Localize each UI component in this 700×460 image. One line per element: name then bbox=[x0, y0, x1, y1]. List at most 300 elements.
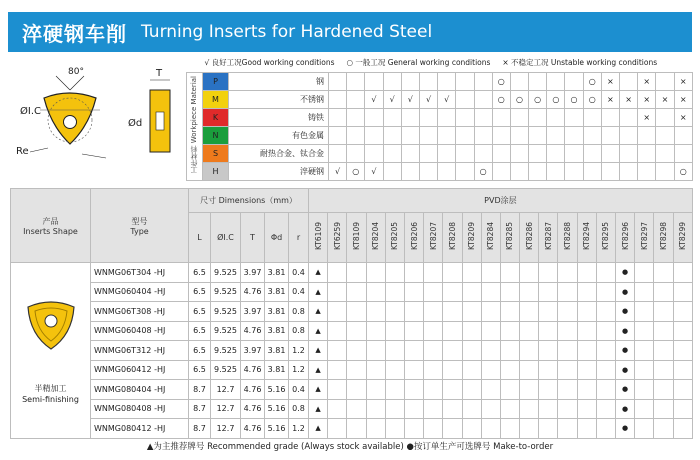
grade-col-header: KT8297 bbox=[635, 213, 654, 263]
grade-availability bbox=[328, 399, 347, 419]
condition-mark bbox=[438, 108, 456, 126]
grade-availability bbox=[385, 302, 404, 322]
grade-availability bbox=[366, 302, 385, 322]
grade-availability bbox=[654, 341, 673, 361]
condition-mark: ○ bbox=[529, 90, 547, 108]
grade-availability bbox=[424, 263, 443, 283]
dimension-col-header: ØI.C bbox=[211, 213, 241, 263]
condition-mark bbox=[565, 108, 583, 126]
condition-mark bbox=[620, 144, 638, 162]
condition-mark bbox=[329, 108, 347, 126]
condition-mark bbox=[383, 144, 401, 162]
dimension-col-header: Φd bbox=[265, 213, 289, 263]
material-code: S bbox=[203, 144, 229, 162]
grade-availability bbox=[500, 341, 519, 361]
grade-availability bbox=[443, 399, 462, 419]
grade-availability bbox=[539, 399, 558, 419]
grade-availability: ▲ bbox=[309, 263, 328, 283]
grade-availability bbox=[424, 360, 443, 380]
grade-availability bbox=[443, 263, 462, 283]
grade-availability bbox=[577, 263, 596, 283]
table-row bbox=[11, 380, 693, 400]
grade-availability bbox=[385, 341, 404, 361]
condition-mark bbox=[474, 126, 492, 144]
condition-mark bbox=[438, 72, 456, 90]
grade-availability bbox=[558, 263, 577, 283]
dim-t: 3.97 bbox=[241, 263, 265, 283]
grade-availability bbox=[654, 302, 673, 322]
condition-mark: × bbox=[638, 72, 656, 90]
condition-mark bbox=[656, 72, 674, 90]
grade-availability: ● bbox=[616, 302, 635, 322]
grade-availability bbox=[635, 399, 654, 419]
grade-availability bbox=[673, 302, 692, 322]
condition-mark bbox=[529, 144, 547, 162]
condition-mark bbox=[510, 126, 528, 144]
condition-mark bbox=[383, 162, 401, 180]
finish-en: Semi-finishing bbox=[22, 395, 79, 405]
grade-availability bbox=[347, 419, 366, 439]
dim-d: 3.81 bbox=[265, 341, 289, 361]
grade-availability: ● bbox=[616, 321, 635, 341]
grade-availability bbox=[539, 341, 558, 361]
dim-ic: 9.525 bbox=[211, 282, 241, 302]
dim-r: 0.8 bbox=[289, 399, 309, 419]
grade-availability bbox=[424, 341, 443, 361]
product-type: WNMG060408 -HJ bbox=[91, 321, 189, 341]
grade-availability bbox=[443, 341, 462, 361]
grade-col-header: KT8208 bbox=[443, 213, 462, 263]
condition-mark bbox=[547, 72, 565, 90]
grade-availability bbox=[539, 419, 558, 439]
table-row bbox=[11, 302, 693, 322]
condition-mark bbox=[656, 162, 674, 180]
grade-col-header: KT8295 bbox=[596, 213, 615, 263]
grade-col-header: KT8205 bbox=[385, 213, 404, 263]
grade-col-header: KT6259 bbox=[328, 213, 347, 263]
grade-col-header: KT8207 bbox=[424, 213, 443, 263]
condition-mark bbox=[383, 72, 401, 90]
grade-availability bbox=[577, 302, 596, 322]
condition-mark: ○ bbox=[492, 90, 510, 108]
grade-availability bbox=[443, 380, 462, 400]
grade-col-header: KT8284 bbox=[481, 213, 500, 263]
condition-mark bbox=[565, 72, 583, 90]
grade-availability bbox=[558, 341, 577, 361]
grade-availability bbox=[500, 360, 519, 380]
grade-availability bbox=[500, 263, 519, 283]
grade-availability bbox=[404, 321, 423, 341]
material-name: 钢 bbox=[229, 72, 329, 90]
condition-mark bbox=[547, 126, 565, 144]
condition-mark bbox=[347, 126, 365, 144]
grade-availability bbox=[520, 380, 539, 400]
condition-mark bbox=[419, 144, 437, 162]
grade-col-header: KT8285 bbox=[500, 213, 519, 263]
dim-r: 1.2 bbox=[289, 419, 309, 439]
grade-availability bbox=[673, 419, 692, 439]
grade-availability bbox=[520, 321, 539, 341]
grade-availability bbox=[404, 263, 423, 283]
material-code: K bbox=[203, 108, 229, 126]
grade-availability bbox=[539, 282, 558, 302]
condition-mark bbox=[438, 162, 456, 180]
pvd-header: PVD涂层 bbox=[309, 189, 693, 213]
insert-hole-icon bbox=[64, 116, 77, 129]
condition-mark bbox=[601, 144, 619, 162]
material-row bbox=[187, 72, 693, 90]
condition-mark bbox=[510, 108, 528, 126]
grade-availability bbox=[558, 282, 577, 302]
grade-availability bbox=[596, 282, 615, 302]
condition-mark bbox=[510, 162, 528, 180]
condition-mark bbox=[419, 108, 437, 126]
grade-availability bbox=[654, 399, 673, 419]
condition-mark bbox=[529, 108, 547, 126]
dim-l: 6.5 bbox=[189, 282, 211, 302]
condition-mark bbox=[383, 108, 401, 126]
material-code: P bbox=[203, 72, 229, 90]
grade-availability bbox=[654, 360, 673, 380]
grade-availability bbox=[577, 282, 596, 302]
grade-availability bbox=[673, 341, 692, 361]
grade-col-header: KT8288 bbox=[558, 213, 577, 263]
grade-availability bbox=[462, 380, 481, 400]
condition-mark bbox=[365, 108, 383, 126]
condition-mark: ○ bbox=[510, 90, 528, 108]
t-label: T bbox=[156, 68, 163, 79]
grade-availability bbox=[596, 263, 615, 283]
grade-availability bbox=[481, 341, 500, 361]
dim-r: 0.8 bbox=[289, 321, 309, 341]
product-type: WNMG060404 -HJ bbox=[91, 282, 189, 302]
grade-availability: ▲ bbox=[309, 360, 328, 380]
condition-mark: √ bbox=[365, 90, 383, 108]
grade-availability bbox=[385, 282, 404, 302]
grade-availability bbox=[424, 321, 443, 341]
condition-mark: × bbox=[620, 90, 638, 108]
grade-availability bbox=[673, 282, 692, 302]
grade-availability: ● bbox=[616, 419, 635, 439]
grade-availability: ▲ bbox=[309, 419, 328, 439]
grade-availability bbox=[347, 321, 366, 341]
condition-mark bbox=[474, 90, 492, 108]
condition-mark: × bbox=[601, 90, 619, 108]
grade-availability bbox=[366, 419, 385, 439]
condition-mark bbox=[674, 144, 692, 162]
dim-d: 5.16 bbox=[265, 399, 289, 419]
dim-t: 3.97 bbox=[241, 302, 265, 322]
grade-availability bbox=[539, 263, 558, 283]
legend-general: ○ 一般工况 General working conditions bbox=[346, 58, 491, 68]
grade-availability bbox=[462, 302, 481, 322]
dimension-col-header: r bbox=[289, 213, 309, 263]
dim-t: 4.76 bbox=[241, 360, 265, 380]
workpiece-material-label: 工件材料 Workpiece Material bbox=[187, 72, 203, 180]
grade-availability bbox=[366, 282, 385, 302]
shape-header: 产品 Inserts Shape bbox=[11, 189, 91, 263]
grade-availability bbox=[635, 341, 654, 361]
grade-availability: ▲ bbox=[309, 282, 328, 302]
grade-availability bbox=[481, 302, 500, 322]
condition-mark bbox=[329, 144, 347, 162]
re-label: Re bbox=[16, 146, 29, 157]
dimensions-header: 尺寸 Dimensions（mm） bbox=[189, 189, 309, 213]
grade-availability bbox=[577, 341, 596, 361]
dim-d: 5.16 bbox=[265, 380, 289, 400]
product-type: WNMG060412 -HJ bbox=[91, 360, 189, 380]
condition-mark bbox=[529, 162, 547, 180]
grade-availability bbox=[558, 360, 577, 380]
grade-availability bbox=[596, 380, 615, 400]
grade-availability bbox=[673, 360, 692, 380]
table-row bbox=[11, 282, 693, 302]
grade-availability bbox=[558, 380, 577, 400]
angle-label: 80° bbox=[68, 67, 84, 77]
grade-availability bbox=[654, 380, 673, 400]
title-en: Turning Inserts for Hardened Steel bbox=[141, 22, 433, 42]
grade-availability bbox=[481, 380, 500, 400]
grade-availability bbox=[481, 360, 500, 380]
condition-mark bbox=[456, 90, 474, 108]
grade-availability bbox=[404, 341, 423, 361]
condition-mark bbox=[656, 126, 674, 144]
grade-availability bbox=[577, 419, 596, 439]
dim-l: 8.7 bbox=[189, 399, 211, 419]
material-name: 不锈钢 bbox=[229, 90, 329, 108]
condition-mark bbox=[656, 144, 674, 162]
grade-col-header: KT8294 bbox=[577, 213, 596, 263]
condition-mark: ○ bbox=[347, 162, 365, 180]
condition-mark bbox=[456, 108, 474, 126]
grade-col-header: KT8109 bbox=[347, 213, 366, 263]
grade-availability bbox=[500, 419, 519, 439]
grade-availability bbox=[596, 360, 615, 380]
grade-availability bbox=[520, 360, 539, 380]
condition-mark: × bbox=[638, 108, 656, 126]
grade-availability bbox=[347, 302, 366, 322]
dim-t: 4.76 bbox=[241, 380, 265, 400]
dim-d: 3.81 bbox=[265, 321, 289, 341]
condition-mark: × bbox=[656, 90, 674, 108]
condition-mark: √ bbox=[329, 162, 347, 180]
legend-unstable: × 不稳定工况 Unstable working conditions bbox=[502, 58, 658, 68]
grade-availability bbox=[424, 302, 443, 322]
condition-mark bbox=[329, 126, 347, 144]
condition-mark bbox=[474, 72, 492, 90]
grade-availability bbox=[520, 282, 539, 302]
dim-r: 0.4 bbox=[289, 380, 309, 400]
condition-mark bbox=[638, 126, 656, 144]
condition-mark bbox=[347, 144, 365, 162]
condition-mark bbox=[474, 144, 492, 162]
material-table bbox=[186, 54, 693, 181]
condition-mark bbox=[565, 126, 583, 144]
grade-col-header: KT8296 bbox=[616, 213, 635, 263]
condition-mark bbox=[583, 162, 601, 180]
grade-availability bbox=[385, 360, 404, 380]
condition-mark: ○ bbox=[492, 72, 510, 90]
dim-ic: 12.7 bbox=[211, 399, 241, 419]
dim-t: 4.76 bbox=[241, 321, 265, 341]
grade-availability: ▲ bbox=[309, 341, 328, 361]
condition-mark: ○ bbox=[547, 90, 565, 108]
grade-availability: ● bbox=[616, 341, 635, 361]
condition-mark bbox=[656, 108, 674, 126]
footer-note: ▲为主推荐牌号 Recommended grade (Always stock available) ●按订单生产可选牌号 Make-to-order bbox=[146, 442, 554, 452]
product-type: WNMG06T304 -HJ bbox=[91, 263, 189, 283]
condition-mark bbox=[365, 126, 383, 144]
grade-availability bbox=[520, 419, 539, 439]
grade-col-header: KT8299 bbox=[673, 213, 692, 263]
table-row bbox=[11, 321, 693, 341]
table-row bbox=[11, 419, 693, 439]
legend-good: √ 良好工况Good working conditions bbox=[204, 58, 335, 68]
grade-availability bbox=[462, 282, 481, 302]
grade-availability bbox=[481, 263, 500, 283]
condition-mark bbox=[401, 162, 419, 180]
grade-col-header: KT8209 bbox=[462, 213, 481, 263]
grade-availability bbox=[366, 263, 385, 283]
dim-l: 6.5 bbox=[189, 321, 211, 341]
condition-mark bbox=[583, 126, 601, 144]
grade-availability bbox=[558, 399, 577, 419]
dim-d: 5.16 bbox=[265, 419, 289, 439]
dim-l: 6.5 bbox=[189, 263, 211, 283]
grade-availability bbox=[443, 282, 462, 302]
condition-mark bbox=[419, 162, 437, 180]
condition-mark bbox=[401, 126, 419, 144]
condition-mark bbox=[347, 90, 365, 108]
product-type: WNMG080412 -HJ bbox=[91, 419, 189, 439]
grade-availability bbox=[635, 263, 654, 283]
grade-col-header: KT8287 bbox=[539, 213, 558, 263]
condition-mark bbox=[547, 108, 565, 126]
condition-mark bbox=[547, 144, 565, 162]
condition-mark bbox=[383, 126, 401, 144]
dim-t: 4.76 bbox=[241, 282, 265, 302]
grade-availability bbox=[328, 360, 347, 380]
condition-mark bbox=[547, 162, 565, 180]
grade-availability bbox=[366, 380, 385, 400]
grade-availability bbox=[462, 399, 481, 419]
grade-availability bbox=[328, 419, 347, 439]
finish-zh: 半精加工 bbox=[34, 384, 67, 394]
condition-mark: √ bbox=[419, 90, 437, 108]
grade-availability bbox=[558, 321, 577, 341]
condition-mark: ○ bbox=[583, 90, 601, 108]
title-zh: 淬硬钢车削 bbox=[22, 21, 127, 46]
condition-mark bbox=[438, 144, 456, 162]
material-name: 淬硬钢 bbox=[229, 162, 329, 180]
grade-availability bbox=[328, 341, 347, 361]
grade-col-header: KT8204 bbox=[366, 213, 385, 263]
material-row bbox=[187, 90, 693, 108]
condition-mark: × bbox=[601, 72, 619, 90]
condition-mark bbox=[510, 72, 528, 90]
grade-availability bbox=[520, 399, 539, 419]
condition-mark bbox=[329, 90, 347, 108]
material-row bbox=[187, 144, 693, 162]
material-code: H bbox=[203, 162, 229, 180]
grade-availability bbox=[520, 341, 539, 361]
condition-mark: √ bbox=[383, 90, 401, 108]
condition-mark bbox=[419, 72, 437, 90]
condition-legend bbox=[187, 54, 693, 72]
dim-d: 3.81 bbox=[265, 360, 289, 380]
grade-availability bbox=[654, 263, 673, 283]
grade-availability bbox=[462, 360, 481, 380]
grade-availability bbox=[443, 360, 462, 380]
dimension-col-header: L bbox=[189, 213, 211, 263]
dim-l: 8.7 bbox=[189, 380, 211, 400]
title-banner bbox=[8, 12, 692, 52]
condition-mark bbox=[583, 108, 601, 126]
grade-availability bbox=[654, 321, 673, 341]
product-table bbox=[10, 188, 693, 439]
condition-mark bbox=[638, 162, 656, 180]
condition-mark bbox=[365, 144, 383, 162]
grade-availability bbox=[404, 399, 423, 419]
grade-availability: ● bbox=[616, 282, 635, 302]
grade-availability bbox=[385, 263, 404, 283]
grade-availability bbox=[520, 263, 539, 283]
condition-mark bbox=[620, 126, 638, 144]
grade-availability bbox=[347, 263, 366, 283]
material-code: N bbox=[203, 126, 229, 144]
insert-dimension-diagram bbox=[10, 60, 186, 186]
grade-availability bbox=[596, 419, 615, 439]
grade-availability: ▲ bbox=[309, 302, 328, 322]
condition-mark bbox=[492, 144, 510, 162]
grade-col-header: KT8286 bbox=[520, 213, 539, 263]
condition-mark bbox=[565, 162, 583, 180]
grade-availability bbox=[481, 321, 500, 341]
grade-availability bbox=[481, 282, 500, 302]
grade-availability bbox=[654, 419, 673, 439]
condition-mark: × bbox=[674, 90, 692, 108]
grade-availability bbox=[673, 321, 692, 341]
condition-mark bbox=[510, 144, 528, 162]
condition-mark bbox=[456, 72, 474, 90]
grade-availability bbox=[404, 419, 423, 439]
condition-mark bbox=[347, 72, 365, 90]
dim-ic: 12.7 bbox=[211, 380, 241, 400]
condition-mark: √ bbox=[401, 90, 419, 108]
grade-availability bbox=[404, 302, 423, 322]
product-type: WNMG06T308 -HJ bbox=[91, 302, 189, 322]
grade-availability bbox=[385, 399, 404, 419]
grade-availability bbox=[500, 321, 519, 341]
grade-availability bbox=[347, 380, 366, 400]
condition-mark bbox=[456, 144, 474, 162]
dim-ic: 9.525 bbox=[211, 360, 241, 380]
grade-availability bbox=[462, 419, 481, 439]
condition-mark bbox=[438, 126, 456, 144]
grade-availability bbox=[596, 321, 615, 341]
grade-availability bbox=[443, 302, 462, 322]
grade-availability: ▲ bbox=[309, 380, 328, 400]
condition-mark bbox=[401, 72, 419, 90]
material-name: 耐热合金、钛合金 bbox=[229, 144, 329, 162]
grade-availability bbox=[635, 360, 654, 380]
condition-mark bbox=[456, 162, 474, 180]
condition-mark bbox=[529, 126, 547, 144]
grade-availability bbox=[366, 341, 385, 361]
condition-mark: √ bbox=[365, 162, 383, 180]
grade-availability bbox=[500, 282, 519, 302]
grade-availability bbox=[462, 341, 481, 361]
